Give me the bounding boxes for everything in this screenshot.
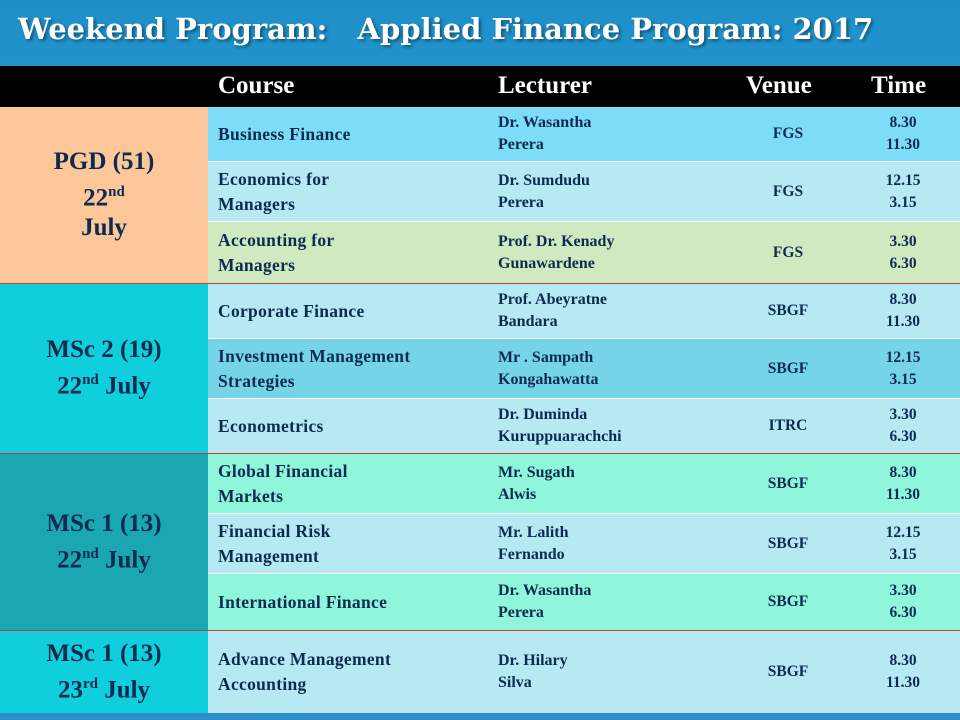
- group-day-suffix: nd: [82, 545, 99, 562]
- time-cell: 8.30 11.30: [885, 291, 921, 330]
- bottom-strip: [0, 713, 960, 720]
- group-day: 22: [83, 184, 109, 212]
- group-day: 22: [57, 372, 83, 400]
- header-lecturer: Lecturer: [498, 72, 592, 99]
- table-row: [208, 454, 960, 514]
- time-cell: 3.30 6.30: [889, 232, 917, 272]
- group-month: July: [104, 676, 151, 704]
- group-day: 22: [57, 546, 83, 574]
- table-row: [208, 162, 960, 222]
- course-cell: Econometrics: [218, 415, 324, 436]
- group-program: MSc 1 (13): [46, 639, 162, 667]
- group-day-suffix: rd: [82, 675, 98, 692]
- course-cell: Accounting for Managers: [218, 229, 335, 275]
- group-program: PGD (51): [53, 147, 155, 175]
- course-cell: Financial Risk Management: [218, 520, 331, 566]
- course-cell: Global Financial Markets: [218, 460, 348, 506]
- group-msc2: [0, 284, 208, 454]
- lecturer-cell: Dr. Wasantha Perera: [498, 582, 592, 621]
- lecturer-cell: Dr. Duminda Kuruppuarachchi: [498, 406, 622, 445]
- time-cell: 3.30 6.30: [889, 406, 917, 445]
- header-venue: Venue: [746, 72, 812, 99]
- header-course: Course: [218, 72, 295, 99]
- course-cell: Advance Management Accounting: [218, 649, 392, 694]
- venue-cell: SBGF: [767, 534, 809, 552]
- table-row: [208, 631, 960, 713]
- group-day-suffix: nd: [108, 183, 125, 200]
- lecturer-cell: Mr. Lalith Fernando: [498, 523, 569, 563]
- lecturer-cell: Dr. Hilary Silva: [498, 652, 568, 691]
- course-cell: International Finance: [218, 591, 388, 612]
- table-row: [208, 514, 960, 574]
- course-cell: Corporate Finance: [218, 300, 365, 321]
- lecturer-cell: Mr . Sampath Kongahawatta: [498, 348, 599, 388]
- group-msc1: [0, 454, 208, 631]
- venue-cell: FGS: [772, 243, 804, 261]
- table-row: [208, 399, 960, 454]
- group-day: 23: [57, 676, 83, 704]
- time-cell: 12.15 3.15: [885, 348, 921, 388]
- venue-cell: ITRC: [768, 417, 808, 434]
- course-cell: Investment Management Strategies: [218, 345, 411, 391]
- venue-cell: FGS: [772, 125, 804, 142]
- time-cell: 8.30 11.30: [885, 463, 921, 503]
- group-month: July: [81, 214, 127, 242]
- group-month: July: [105, 372, 151, 400]
- table-row: [208, 222, 960, 284]
- venue-cell: SBGF: [767, 302, 809, 319]
- time-cell: 8.30 11.30: [885, 114, 921, 153]
- schedule-table: [0, 107, 960, 713]
- time-cell: 3.30 6.30: [889, 582, 917, 621]
- venue-cell: SBGF: [767, 359, 809, 377]
- table-row: [208, 107, 960, 162]
- header-time: Time: [871, 72, 927, 99]
- page-title: Weekend Program: Applied Finance Program: 2017: [18, 12, 874, 46]
- course-cell: Business Finance: [218, 123, 351, 144]
- venue-cell: SBGF: [767, 593, 809, 610]
- lecturer-cell: Prof. Dr. Kenady Gunawardene: [498, 232, 615, 272]
- table-row: [208, 574, 960, 631]
- course-cell: Economics for Managers: [218, 168, 330, 214]
- venue-cell: SBGF: [767, 474, 809, 492]
- lecturer-cell: Mr. Sugath Alwis: [498, 463, 575, 503]
- venue-cell: SBGF: [767, 663, 809, 680]
- table-row: [208, 339, 960, 399]
- venue-cell: FGS: [772, 182, 804, 200]
- group-day-suffix: nd: [82, 372, 99, 389]
- lecturer-cell: Dr. Sumdudu Perera: [498, 171, 590, 211]
- group-month: July: [105, 546, 151, 574]
- time-cell: 8.30 11.30: [885, 652, 921, 691]
- table-row: [208, 284, 960, 339]
- group-program: MSc 2 (19): [46, 336, 162, 364]
- time-cell: 12.15 3.15: [885, 171, 921, 211]
- lecturer-cell: Dr. Wasantha Perera: [498, 114, 592, 153]
- lecturer-cell: Prof. Abeyratne Bandara: [498, 291, 608, 330]
- group-pgd: [0, 107, 208, 284]
- group-msc1-23: [0, 631, 208, 713]
- time-cell: 12.15 3.15: [885, 523, 921, 563]
- group-program: MSc 1 (13): [46, 509, 162, 537]
- table-header: [0, 66, 960, 107]
